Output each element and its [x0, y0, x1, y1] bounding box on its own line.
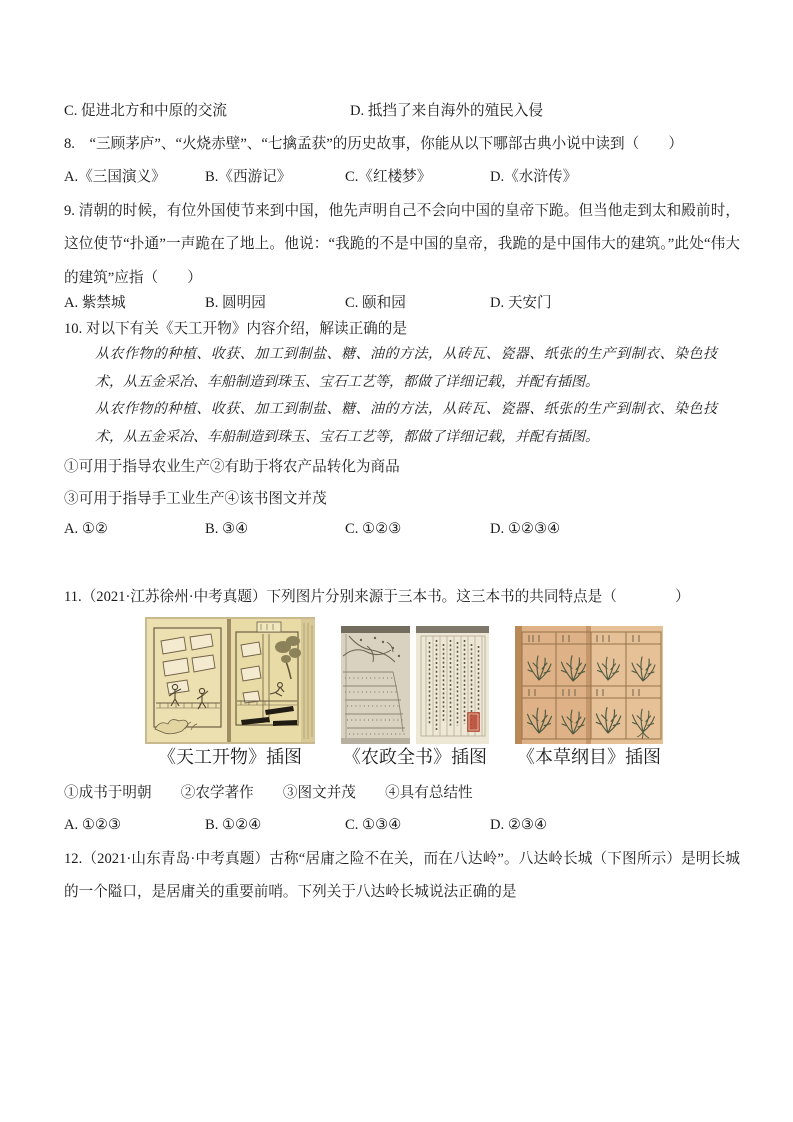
q10-excerpt-block: [95, 341, 717, 451]
figure-nongzheng-quanshu: [341, 626, 489, 768]
figure-tiangong-kaiwu: [145, 617, 315, 768]
q10-excerpt-paragraph-1: 从农作物的种植、收获、加工到制盐、糖、油的方法，从砖瓦、瓷器、纸张的生产到制衣、染色技术，从五金采冶、车船制造到珠玉、宝石工艺等，都做了详细记载，并配有插图。: [95, 347, 717, 390]
q11-option-b: B. ①②④: [205, 817, 262, 833]
q11-items-line: ①成书于明朝 ②农学著作 ③图文并茂 ④具有总结性: [64, 785, 473, 801]
q11-option-c: C. ①③④: [345, 817, 402, 833]
q10-option-d: D. ①②③④: [490, 521, 561, 537]
q8-options-row: [64, 161, 740, 194]
tiangong-kaiwu-book-illustration: [145, 617, 315, 744]
q12-stem: 12.（2021·山东青岛·中考真题）古称“居庸之险不在关，而在八达岭”。八达岭长城（下图所示）是明长城的一个隘口，是居庸关的重要前哨。下列关于八达岭长城说法正确的是: [64, 851, 740, 901]
q10-option-a: A. ①②: [64, 521, 109, 537]
q10-options-row: [64, 513, 740, 546]
q9-option-d: D. 天安门: [490, 295, 552, 311]
q11-stem: 11.（2021·江苏徐州·中考真题）下列图片分别来源于三本书。这三本书的共同特点是（ ）: [64, 589, 690, 605]
caption-bencao-gangmu: 《本草纲目》插图: [517, 747, 661, 767]
caption-nongzheng-quanshu: 《农政全书》插图: [343, 747, 487, 767]
q11-option-d: D. ②③④: [490, 817, 548, 833]
q8-stem: 8. “三顾茅庐”、“火烧赤壁”、“七擒孟获”的历史故事，你能从以下哪部古典小说中读到（ ）: [64, 136, 683, 152]
q8-option-b: B.《西游记》: [205, 169, 292, 185]
q7-options-row: [64, 95, 740, 128]
q8-option-d: D.《水浒传》: [490, 169, 578, 185]
q11-options-row: [64, 809, 740, 842]
q9-option-c: C. 颐和园: [345, 295, 406, 311]
q7-option-c: C. 促进北方和中原的交流: [64, 103, 227, 119]
q11-figures-row: [145, 617, 663, 768]
q10-items-line-2: ③可用于指导手工业生产④该书图文并茂: [64, 491, 327, 507]
q8-option-c: C.《红楼梦》: [345, 169, 432, 185]
bencao-gangmu-book-illustration: [515, 626, 663, 744]
q10-items-line-1: ①可用于指导农业生产②有助于将农产品转化为商品: [64, 459, 400, 475]
caption-tiangong-kaiwu: 《天工开物》插图: [158, 747, 302, 767]
q9-option-a: A. 紫禁城: [64, 295, 126, 311]
q9-option-b: B. 圆明园: [205, 295, 266, 311]
q7-option-d: D. 抵挡了来自海外的殖民入侵: [350, 103, 543, 119]
q10-option-c: C. ①②③: [345, 521, 402, 537]
q10-option-b: B. ③④: [205, 521, 249, 537]
q10-excerpt-paragraph-2: 从农作物的种植、收获、加工到制盐、糖、油的方法，从砖瓦、瓷器、纸张的生产到制衣、染色技术，从五金采冶、车船制造到珠玉、宝石工艺等，都做了详细记载，并配有插图。: [95, 402, 717, 445]
q10-stem: 10. 对以下有关《天工开物》内容介绍，解读正确的是: [64, 321, 407, 337]
figure-bencao-gangmu: [515, 626, 663, 768]
q9-stem: 9. 清朝的时候，有位外国使节来到中国，他先声明自己不会向中国的皇帝下跪。但当他走到太和殿前时，这位使节“扑通”一声跪在了地上。他说：“我跪的不是中国的皇帝，我跪的是中国伟大的建筑。”此处“伟大的建筑”应指（ ）: [64, 203, 740, 286]
q11-option-a: A. ①②③: [64, 817, 122, 833]
nongzheng-quanshu-book-illustration: [341, 626, 489, 744]
q8-option-a: A.《三国演义》: [64, 169, 166, 185]
